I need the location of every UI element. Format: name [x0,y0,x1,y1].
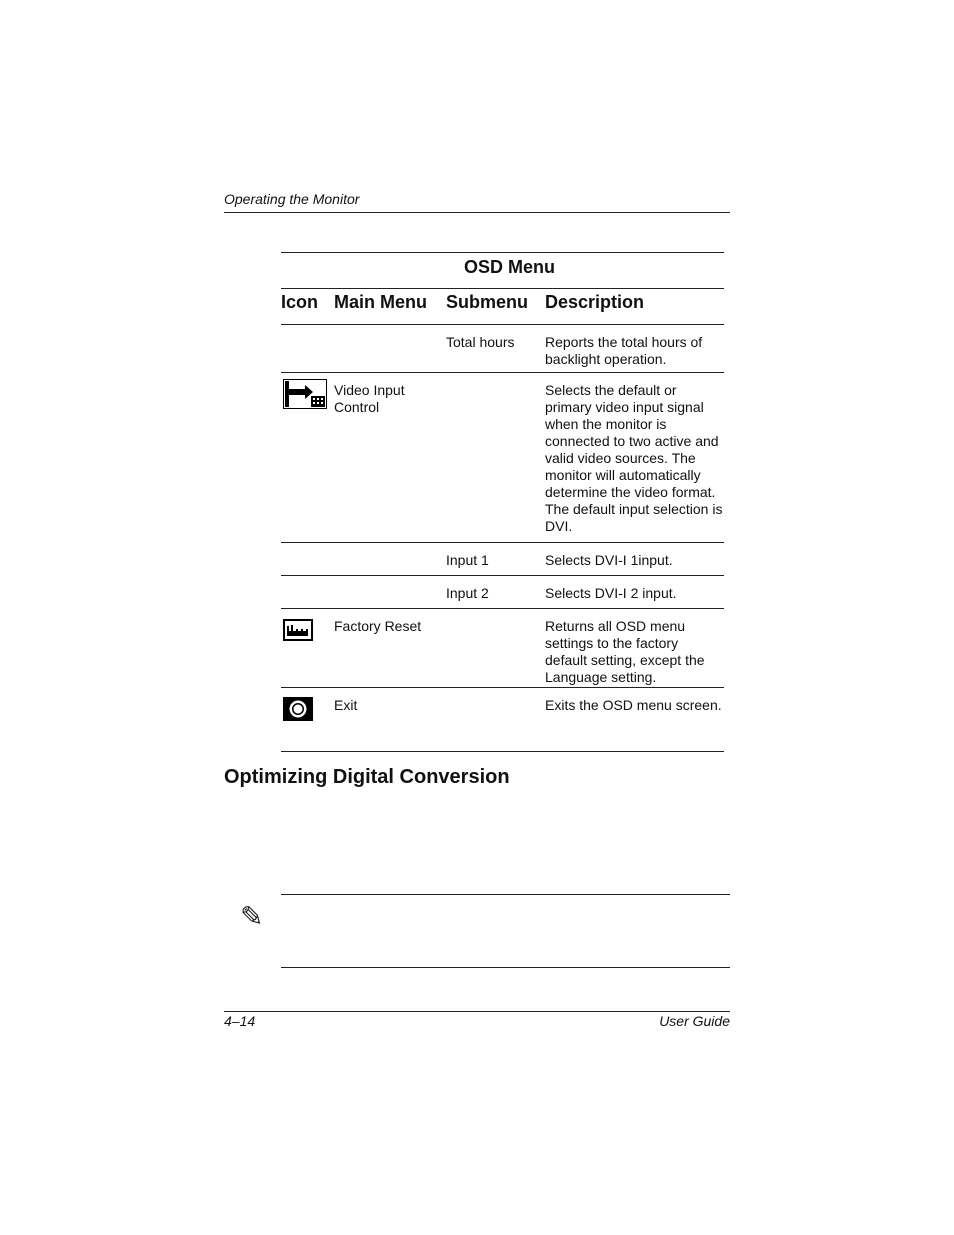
col-head-submenu: Submenu [446,292,529,312]
book-title: User Guide [659,1013,730,1029]
exit-icon [283,697,313,725]
running-title: Operating the Monitor [224,191,360,207]
row-main-menu: Factory Reset [334,618,422,634]
row-main-menu: Exit [334,697,358,713]
table-top-rule [281,252,724,253]
col-head-description: Description [545,292,645,312]
row-description: Selects DVI-I 2 input. [545,585,677,601]
table-row [281,542,724,575]
row-description: Exits the OSD menu screen. [545,697,722,713]
col-head-icon: Icon [281,292,319,312]
table-row [281,324,724,372]
table-title: OSD Menu [463,257,555,277]
footer-rule [224,1011,730,1012]
row-description: Selects DVI-I 1input. [545,552,673,568]
table-row [281,575,724,608]
col-head-main-menu: Main Menu [334,292,427,312]
factory-reset-icon [283,619,313,645]
row-description: Selects the default or primary video input signal when the monitor is connected to two active and valid video sources. The monitor will automatically determine the video format. The default input selection is DVI. [545,382,723,534]
pencil-note-icon: ✎ [240,901,264,932]
row-submenu: Total hours [446,334,515,350]
note-bottom-rule [281,967,730,968]
section-heading: Optimizing Digital Conversion [224,766,510,788]
table-row [281,608,724,687]
page-number: 4–14 [224,1013,256,1029]
note-top-rule [281,894,730,895]
video-input-icon [283,379,327,413]
header-rule [224,212,730,213]
row-submenu: Input 1 [446,552,489,568]
table-row [281,372,724,542]
row-main-menu: Video Input Control [334,382,405,415]
table-row [281,687,724,751]
row-description: Reports the total hours of backlight operation. [545,334,703,367]
row-submenu: Input 2 [446,585,489,601]
title-rule [281,288,724,289]
table-bottom-rule [281,751,724,752]
row-description: Returns all OSD menu settings to the factory default setting, except the Language setting. [545,618,705,685]
